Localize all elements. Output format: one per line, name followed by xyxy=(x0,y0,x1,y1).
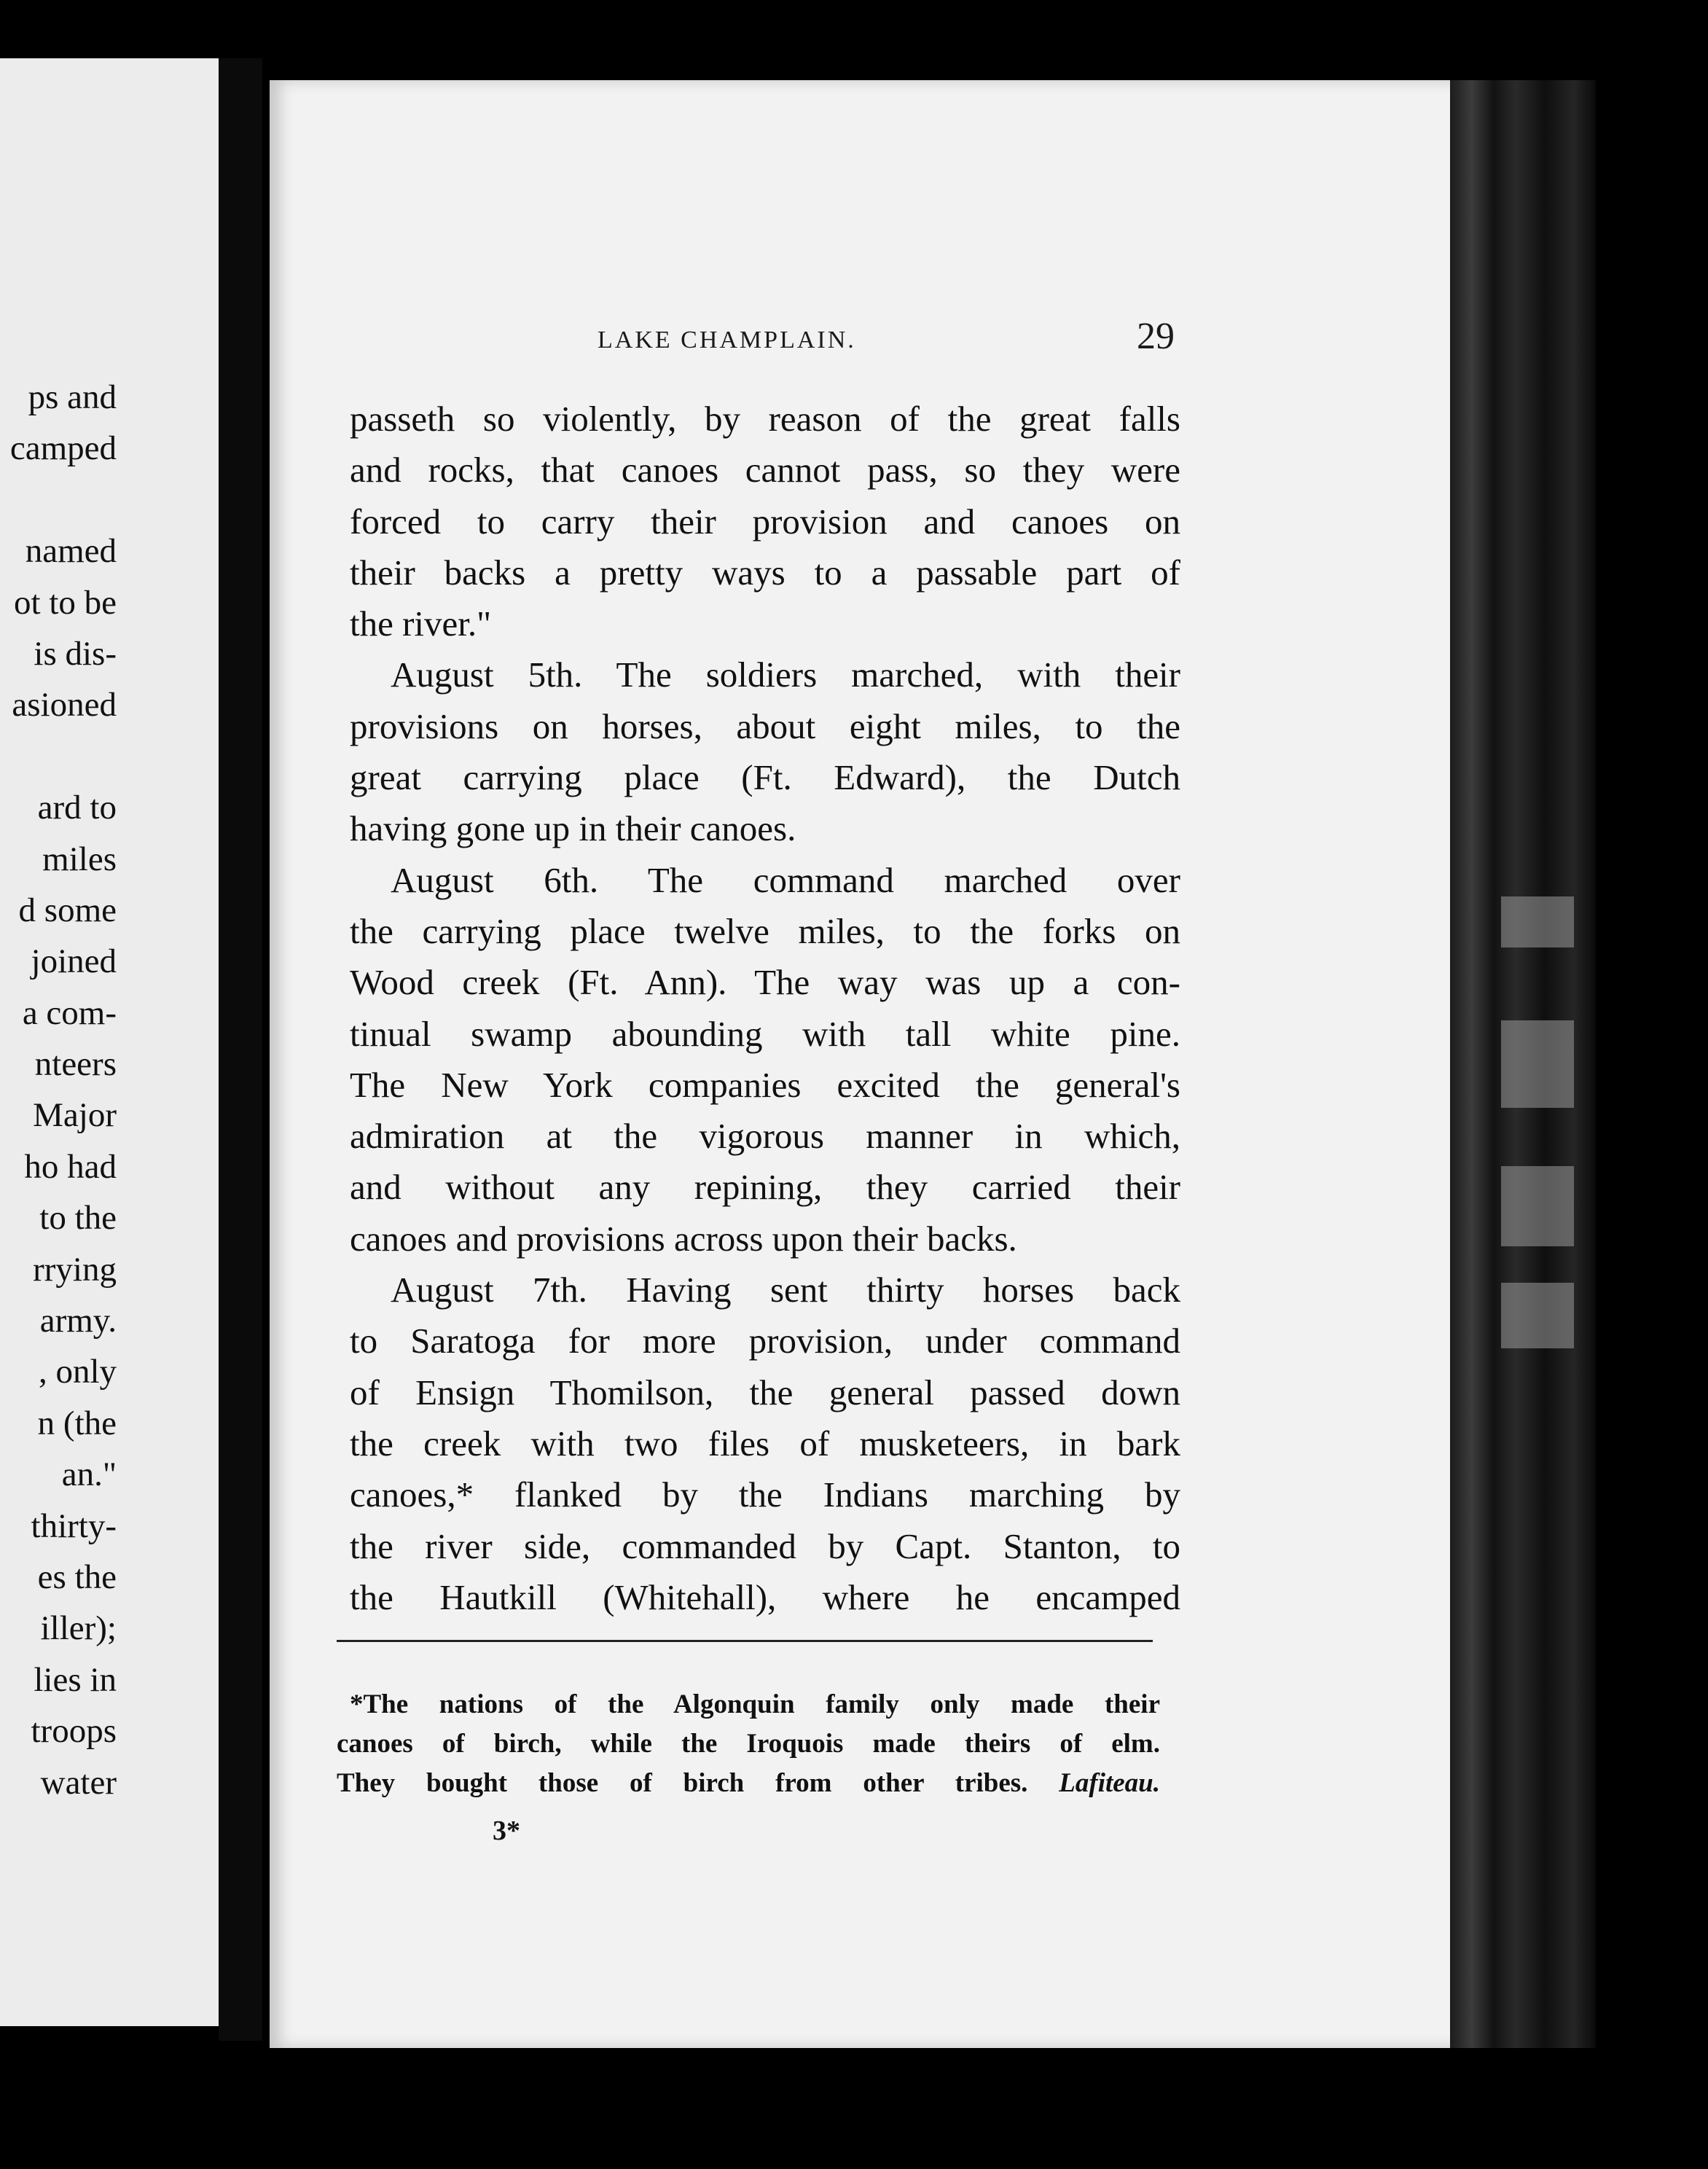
left-line: to the xyxy=(39,1199,117,1238)
text-line: canoes and provisions across upon their backs. xyxy=(350,1218,1017,1259)
text-line: the river side, commanded by Capt. Stanton, to xyxy=(350,1525,1180,1566)
paragraph-start: August 6th. The command marched over xyxy=(391,859,1180,900)
edge-stamp-mark xyxy=(1501,1166,1574,1246)
left-line: iller); xyxy=(40,1609,117,1648)
edge-stamp-mark xyxy=(1501,1283,1574,1348)
left-line: miles xyxy=(42,840,117,878)
text-line: and rocks, that canoes cannot pass, so they were xyxy=(350,450,1180,491)
text-line: their backs a pretty ways to a passable part of xyxy=(350,552,1180,593)
paragraph-start: August 7th. Having sent thirty horses back xyxy=(391,1270,1180,1310)
book-gutter xyxy=(219,58,262,2041)
left-page-text xyxy=(0,372,117,1808)
footnote-line xyxy=(337,1764,1160,1803)
left-line: thirty- xyxy=(31,1506,117,1545)
left-line: troops xyxy=(31,1712,117,1751)
left-line: d some xyxy=(18,891,117,929)
signature-mark: 3* xyxy=(493,1816,520,1846)
text-line: the river." xyxy=(350,603,492,644)
text-line: admiration at the vigorous manner in which, xyxy=(350,1116,1180,1157)
text-line: to Saratoga for more provision, under command xyxy=(350,1321,1180,1361)
footnote-line: canoes of birch, while the Iroquois made theirs of elm. xyxy=(337,1729,1160,1759)
running-head: LAKE CHAMPLAIN. xyxy=(598,327,856,353)
text-line: of Ensign Thomilson, the general passed down xyxy=(350,1372,1180,1412)
footnote-citation: Lafiteau. xyxy=(1059,1768,1161,1798)
left-line: camped xyxy=(9,429,117,468)
footnote xyxy=(337,1685,1160,1803)
text-line: the carrying place twelve miles, to the forks on xyxy=(350,910,1180,951)
text-line: and without any repining, they carried their xyxy=(350,1167,1180,1208)
text-line: the creek with two files of musketeers, in bark xyxy=(350,1423,1180,1463)
left-line: ard to xyxy=(37,789,117,827)
text-line: tinual swamp abounding with tall white pine. xyxy=(350,1013,1180,1054)
text-line: forced to carry their provision and canoes on xyxy=(350,501,1180,542)
left-line: ps and xyxy=(28,378,117,416)
left-line: army. xyxy=(39,1302,117,1340)
left-line xyxy=(0,474,117,525)
text-line: canoes,* flanked by the Indians marching by xyxy=(350,1474,1180,1515)
left-line: rrying xyxy=(33,1250,117,1289)
left-line xyxy=(0,731,117,782)
text-line: passeth so violently, by reason of the great falls xyxy=(350,399,1180,439)
edge-stamp-mark xyxy=(1501,1020,1574,1108)
left-line: Major xyxy=(33,1096,117,1135)
left-line: is dis- xyxy=(34,634,117,673)
edge-stamp-mark xyxy=(1501,896,1574,947)
left-line: nteers xyxy=(34,1045,117,1084)
left-line: asioned xyxy=(12,686,117,724)
left-line: ot to be xyxy=(14,583,117,622)
page-number: 29 xyxy=(1137,316,1175,357)
text-line: The New York companies excited the general's xyxy=(350,1064,1180,1105)
text-line: provisions on horses, about eight miles, to the xyxy=(350,706,1180,746)
left-line: n (the xyxy=(37,1404,117,1442)
left-line: water xyxy=(40,1763,117,1802)
text-line: having gone up in their canoes. xyxy=(350,808,796,849)
left-line: joined xyxy=(31,942,117,981)
left-line: es the xyxy=(37,1558,117,1596)
text-line: great carrying place (Ft. Edward), the Dutch xyxy=(350,757,1180,798)
left-line: named xyxy=(25,532,117,571)
footnote-rule xyxy=(337,1640,1153,1642)
left-line: a com- xyxy=(22,993,117,1032)
footnote-line: *The nations of the Algonquin family only made their xyxy=(350,1689,1160,1719)
body-text xyxy=(350,394,1180,1623)
left-line: an." xyxy=(61,1455,117,1494)
left-line: lies in xyxy=(34,1660,117,1699)
text-line: the Hautkill (Whitehall), where he encamped xyxy=(350,1576,1180,1617)
text-line: Wood creek (Ft. Ann). The way was up a con- xyxy=(350,962,1180,1003)
left-line: , only xyxy=(38,1353,117,1391)
left-line: ho had xyxy=(24,1147,117,1186)
paragraph-start: August 5th. The soldiers marched, with their xyxy=(391,654,1180,695)
footnote-text: They bought those of birch from other tribes. xyxy=(337,1768,1028,1798)
left-page xyxy=(0,58,226,2026)
